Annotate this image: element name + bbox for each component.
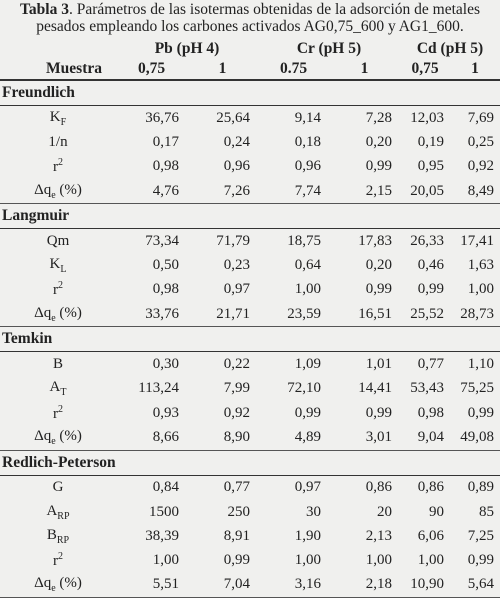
section-title: Temkin — [2, 330, 53, 348]
table-row — [0, 425, 500, 450]
parameter-label — [0, 278, 116, 302]
table-cell: 0,25 — [467, 133, 495, 150]
table-cell: 0,46 — [417, 257, 445, 274]
table-row — [0, 500, 500, 524]
table-cell: 0,77 — [223, 479, 250, 496]
table-cell: 0,89 — [467, 479, 495, 496]
caption-label: Tabla 3 — [19, 1, 69, 18]
parameter-subscript: e — [51, 435, 56, 447]
table-cell: 0,99 — [365, 281, 393, 298]
table-cell: 3,01 — [329, 425, 400, 450]
table-cell: 7,25 — [467, 527, 495, 544]
table-cell: 1,90 — [294, 527, 321, 544]
parameter-label — [0, 130, 116, 154]
table-cell: 8,66 — [116, 425, 187, 450]
parameter-symbol: 1/n — [48, 133, 68, 150]
parameter-unit: (%) — [55, 304, 82, 321]
table-cell: 49,08 — [450, 425, 500, 450]
table-row — [0, 524, 500, 548]
table-row — [0, 253, 500, 277]
col-header-cr-075: 0.75 — [279, 60, 308, 77]
group-header-cr: Cr (pH 5) — [296, 40, 362, 57]
table-row — [0, 106, 500, 131]
table-row — [0, 573, 500, 598]
table-cell: 7,28 — [365, 109, 393, 126]
parameter-label — [0, 229, 116, 254]
table-cell: 36,76 — [145, 109, 179, 126]
table-row — [0, 155, 500, 179]
section-header-row — [0, 450, 500, 475]
section-header-row — [0, 204, 500, 229]
table-cell: 7,99 — [223, 380, 250, 397]
table-cell: 1,00 — [294, 552, 321, 569]
table-cell: 16,51 — [329, 302, 400, 327]
table-cell: 0,99 — [365, 158, 393, 175]
table-cell: 0,93 — [152, 404, 179, 421]
table-cell: 0,96 — [223, 158, 250, 175]
table-row — [0, 475, 500, 500]
table-cell: 0,30 — [152, 356, 179, 373]
section-header-row — [0, 80, 500, 106]
parameter-label — [0, 475, 116, 500]
table-row — [0, 352, 500, 377]
col-header-cd-075: 0,75 — [411, 60, 439, 77]
parameter-label — [0, 352, 116, 377]
table-cell: 53,43 — [410, 380, 445, 397]
table-cell: 12,03 — [410, 109, 445, 126]
table-cell: 10,90 — [400, 573, 450, 598]
table-cell: 0,22 — [223, 356, 250, 373]
table-cell: 0,19 — [417, 133, 445, 150]
table-cell: 0,99 — [365, 404, 393, 421]
parameter-subscript: RP — [57, 510, 70, 522]
table-cell: 113,24 — [138, 380, 179, 397]
table-cell: 21,71 — [187, 302, 258, 327]
table-cell: 8,49 — [450, 179, 500, 204]
table-cell: 7,69 — [467, 109, 495, 126]
parameter-symbol: K — [49, 108, 61, 125]
table-cell: 0,99 — [467, 404, 495, 421]
parameter-symbol: r — [53, 282, 58, 299]
table-cell: 1,09 — [294, 356, 321, 373]
muestra-header: Muestra — [46, 60, 102, 77]
parameter-label — [0, 106, 116, 131]
table-cell: 1500 — [149, 503, 179, 520]
parameter-subscript: T — [60, 387, 67, 399]
parameter-subscript: RP — [56, 534, 70, 546]
table-cell: 0,95 — [417, 158, 445, 175]
col-header-pb-1: 1 — [218, 60, 227, 77]
table-cell: 0,23 — [223, 257, 250, 274]
header-row-columns — [0, 59, 500, 80]
parameter-symbol: B — [52, 356, 63, 373]
parameter-symbol: A — [46, 502, 58, 519]
parameter-superscript: 2 — [58, 403, 63, 415]
table-cell: 28,73 — [450, 302, 500, 327]
table-cell: 6,06 — [417, 527, 445, 544]
table-row — [0, 401, 500, 425]
table-cell: 4,89 — [258, 425, 329, 450]
table-cell: 7,26 — [187, 179, 258, 204]
parameter-label — [0, 179, 116, 204]
table-cell: 7,74 — [258, 179, 329, 204]
section-title: Redlich-Peterson — [2, 453, 116, 471]
table-cell: 9,14 — [294, 109, 321, 126]
table-cell: 23,59 — [258, 302, 329, 327]
table-cell: 4,76 — [116, 179, 187, 204]
table-cell: 0,99 — [467, 552, 495, 569]
table-cell: 85 — [479, 503, 495, 520]
table-cell: 2,18 — [329, 573, 400, 598]
col-header-pb-075: 0,75 — [137, 60, 166, 77]
table-row — [0, 179, 500, 204]
parameter-symbol: r — [53, 553, 58, 570]
table-cell: 0,86 — [417, 479, 445, 496]
header-row-groups — [0, 39, 500, 59]
table-cell: 73,34 — [145, 232, 179, 249]
parameter-symbol: Δq — [34, 427, 52, 444]
table-cell: 14,41 — [358, 380, 393, 397]
parameter-unit: (%) — [55, 181, 82, 198]
parameter-superscript: 2 — [58, 157, 63, 169]
parameter-symbol: Qm — [46, 232, 70, 249]
table-cell: 0,97 — [294, 479, 321, 496]
table-cell: 1,00 — [294, 281, 321, 298]
table-row — [0, 229, 500, 254]
caption-text: . Parámetros de las isotermas obtenidas de la adsorción de metales pesados empleando los carbones activados AG0,75_600 y AG1_600. — [36, 1, 481, 35]
table-cell: 1,00 — [417, 552, 445, 569]
table-cell: 0,77 — [417, 356, 445, 373]
table-cell: 0,18 — [294, 133, 321, 150]
table-cell: 0,97 — [223, 281, 250, 298]
parameter-label — [0, 573, 116, 598]
table-cell: 2,15 — [329, 179, 400, 204]
table-caption — [0, 0, 500, 39]
group-header-cd: Cd (pH 5) — [416, 40, 484, 57]
table-row — [0, 130, 500, 154]
table-cell: 0,20 — [365, 257, 393, 274]
table-cell: 0,20 — [365, 133, 393, 150]
parameter-label — [0, 524, 116, 548]
parameter-symbol: G — [52, 479, 64, 496]
table-cell: 0,64 — [294, 257, 321, 274]
table-cell: 25,64 — [216, 109, 250, 126]
parameter-subscript: L — [60, 264, 67, 276]
parameter-label — [0, 425, 116, 450]
parameter-symbol: B — [46, 526, 57, 543]
parameter-subscript: e — [51, 312, 56, 324]
parameter-superscript: 2 — [58, 280, 63, 292]
table-cell: 0,24 — [223, 133, 250, 150]
parameter-label — [0, 500, 116, 524]
parameter-label — [0, 155, 116, 179]
table-cell: 0,92 — [223, 404, 250, 421]
table-cell: 3,16 — [258, 573, 329, 598]
table-cell: 71,79 — [216, 232, 250, 249]
table-cell: 0,99 — [417, 281, 445, 298]
table-cell: 0,92 — [467, 158, 495, 175]
table-row — [0, 377, 500, 401]
isotherm-parameters-table — [0, 39, 500, 598]
table-cell: 250 — [227, 503, 250, 520]
col-header-cd-1: 1 — [471, 60, 479, 77]
table-cell: 1,01 — [365, 356, 393, 373]
parameter-subscript: e — [51, 583, 56, 595]
parameter-superscript: 2 — [58, 551, 63, 563]
table-cell: 1,00 — [365, 552, 393, 569]
table-cell: 18,75 — [287, 232, 321, 249]
table-cell: 0,86 — [365, 479, 393, 496]
table-cell: 0,99 — [223, 552, 250, 569]
table-row — [0, 278, 500, 302]
parameter-symbol: K — [49, 256, 61, 273]
parameter-unit: (%) — [55, 427, 82, 444]
table-row — [0, 302, 500, 327]
table-cell: 26,33 — [410, 232, 445, 249]
table-cell: 0,17 — [152, 133, 179, 150]
table-cell: 0,98 — [417, 404, 445, 421]
table-cell: 0,99 — [294, 404, 321, 421]
table-cell: 1,00 — [152, 552, 179, 569]
table-cell: 75,25 — [460, 380, 495, 397]
table-cell: 25,52 — [400, 302, 450, 327]
parameter-subscript: e — [51, 189, 56, 201]
parameter-symbol: r — [53, 405, 58, 422]
table-cell: 17,83 — [358, 232, 393, 249]
parameter-subscript: F — [60, 116, 67, 128]
parameter-label — [0, 548, 116, 572]
table-cell: 0,96 — [294, 158, 321, 175]
parameter-label — [0, 377, 116, 401]
table-cell: 8,90 — [187, 425, 258, 450]
table-cell: 38,39 — [145, 527, 179, 544]
table-cell: 0,98 — [152, 281, 179, 298]
table-cell: 1,10 — [467, 356, 495, 373]
parameter-label — [0, 302, 116, 327]
table-cell: 0,84 — [152, 479, 179, 496]
section-title: Freundlich — [2, 84, 75, 101]
parameter-label — [0, 401, 116, 425]
parameter-symbol: Δq — [34, 575, 52, 592]
table-cell: 17,41 — [460, 232, 495, 249]
table-cell: 5,51 — [116, 573, 187, 598]
parameter-symbol: r — [53, 159, 58, 176]
group-header-pb: Pb (pH 4) — [154, 40, 220, 57]
table-cell: 20,05 — [400, 179, 450, 204]
section-title: Langmuir — [2, 207, 70, 225]
table-cell: 0,50 — [152, 257, 179, 274]
table-cell: 0,98 — [152, 158, 179, 175]
table-cell: 1,63 — [467, 257, 495, 274]
parameter-label — [0, 253, 116, 277]
table-cell: 33,76 — [116, 302, 187, 327]
table-cell: 9,04 — [400, 425, 450, 450]
table-row — [0, 548, 500, 572]
table-cell: 90 — [429, 503, 445, 520]
table-cell: 5,64 — [450, 573, 500, 598]
parameter-unit: (%) — [55, 575, 82, 592]
table-cell: 72,10 — [287, 380, 321, 397]
table-cell: 8,91 — [223, 527, 250, 544]
table-cell: 7,04 — [187, 573, 258, 598]
col-header-cr-1: 1 — [360, 60, 369, 77]
table-cell: 20 — [377, 503, 393, 520]
parameter-symbol: A — [49, 379, 61, 396]
parameter-symbol: Δq — [34, 304, 52, 321]
parameter-symbol: Δq — [34, 181, 52, 198]
table-cell: 1,00 — [467, 281, 495, 298]
table-cell: 30 — [306, 503, 321, 520]
section-header-row — [0, 327, 500, 352]
table-cell: 2,13 — [365, 527, 393, 544]
